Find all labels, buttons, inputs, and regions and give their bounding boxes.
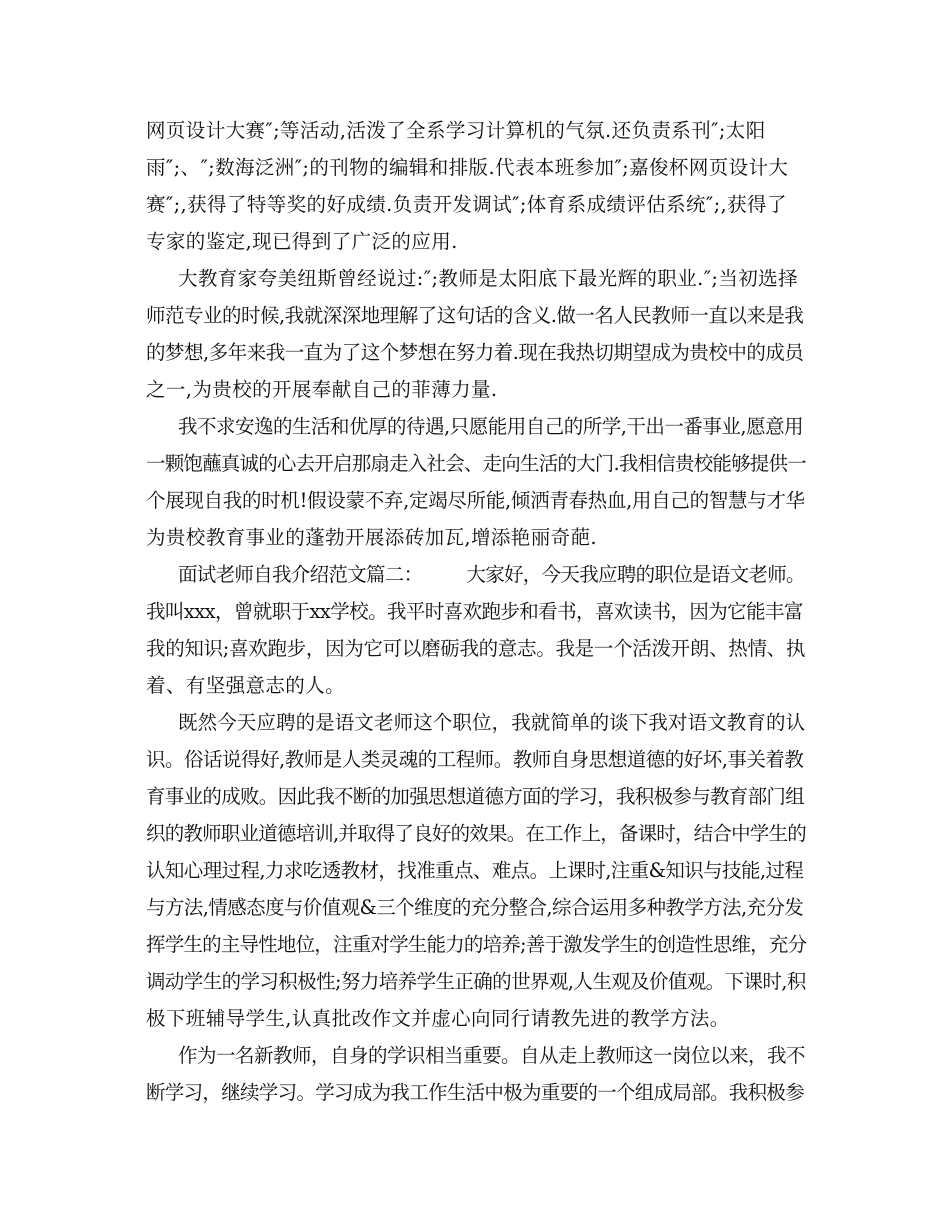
- text-line: 挥学生的主导性地位，注重对学生能力的培养;善于激发学生的创造性思维，充分: [146, 933, 807, 956]
- text-line: 极下班辅导学生,认真批改作文并虚心向同行请教先进的教学方法。: [146, 1007, 730, 1030]
- paragraph-first-line: 作为一名新教师，自身的学识相当重要。自从走上教师这一岗位以来，我不: [178, 1044, 806, 1067]
- text-line: 着、有坚强意志的人。: [146, 674, 346, 697]
- text-line: 织的教师职业道德培训,并取得了良好的效果。在工作上，备课时，结合中学生的: [146, 822, 806, 845]
- text-line: 之一,为贵校的开展奉献自己的菲薄力量.: [146, 378, 498, 401]
- paragraph-first-line: 既然今天应聘的是语文老师这个职位，我就简单的谈下我对语文教育的认: [178, 711, 806, 734]
- paragraph-first-line: 大教育家夸美纽斯曾经说过:″;教师是太阳底下最光辉的职业.″;当初选择: [178, 267, 798, 290]
- text-line: 为贵校教育事业的蓬勃开展添砖加瓦,增添艳丽奇葩.: [146, 526, 597, 549]
- paragraph-first-line: 我不求安逸的生活和优厚的待遇,只愿能用自己的所学,干出一番事业,愿意用: [178, 415, 804, 438]
- text-line: 师范专业的时候,我就深深地理解了这句话的含义.做一名人民教师一直以来是我: [146, 304, 804, 327]
- text-line: 我叫xxx，曾就职于xx学校。我平时喜欢跑步和看书，喜欢读书，因为它能丰富: [146, 600, 803, 623]
- text-line: 个展现自我的时机!假设蒙不弃,定竭尽所能,倾洒青春热血,用自己的智慧与才华: [146, 489, 805, 512]
- text-line: 调动学生的学习积极性;努力培养学生正确的世界观,人生观及价值观。下课时,积: [146, 970, 806, 993]
- text-line: 一颗饱蘸真诚的心去开启那扇走入社会、走向生活的大门.我相信贵校能够提供一: [146, 452, 806, 475]
- paragraph-first-line: 面试老师自我介绍范文篇二： 大家好，今天我应聘的职位是语文老师。: [178, 563, 805, 586]
- text-line: 雨″;、″;数海泛洲″;的刊物的编辑和排版.代表本班参加″;嘉俊杯网页设计大: [146, 156, 789, 179]
- text-line: 认知心理过程,力求吃透教材，找准重点、难点。上课时,注重&知识与技能,过程: [146, 859, 804, 882]
- text-line: 断学习，继续学习。学习成为我工作生活中极为重要的一个组成局部。我积极参: [146, 1081, 805, 1104]
- text-line: 赛″;,获得了特等奖的好成绩.负责开发调试″;体育系成绩评估系统″;,获得了: [146, 193, 787, 216]
- text-line: 的梦想,多年来我一直为了这个梦想在努力着.现在我热切期望成为贵校中的成员: [146, 341, 804, 364]
- text-line: 专家的鉴定,现已得到了广泛的应用.: [146, 230, 458, 253]
- text-line: 与方法,情感态度与价值观&三个维度的充分整合,综合运用多种教学方法,充分发: [146, 896, 804, 919]
- text-line: 网页设计大赛″;等活动,活泼了全系学习计算机的气氛.还负责系刊″;太阳: [146, 119, 766, 142]
- text-line: 识。俗话说得好,教师是人类灵魂的工程师。教师自身思想道德的好坏,事关着教: [146, 748, 804, 771]
- text-line: 育事业的成败。因此我不断的加强思想道德方面的学习，我积极参与教育部门组: [146, 785, 805, 808]
- text-line: 我的知识;喜欢跑步，因为它可以磨砺我的意志。我是一个活泼开朗、热情、执: [146, 637, 806, 660]
